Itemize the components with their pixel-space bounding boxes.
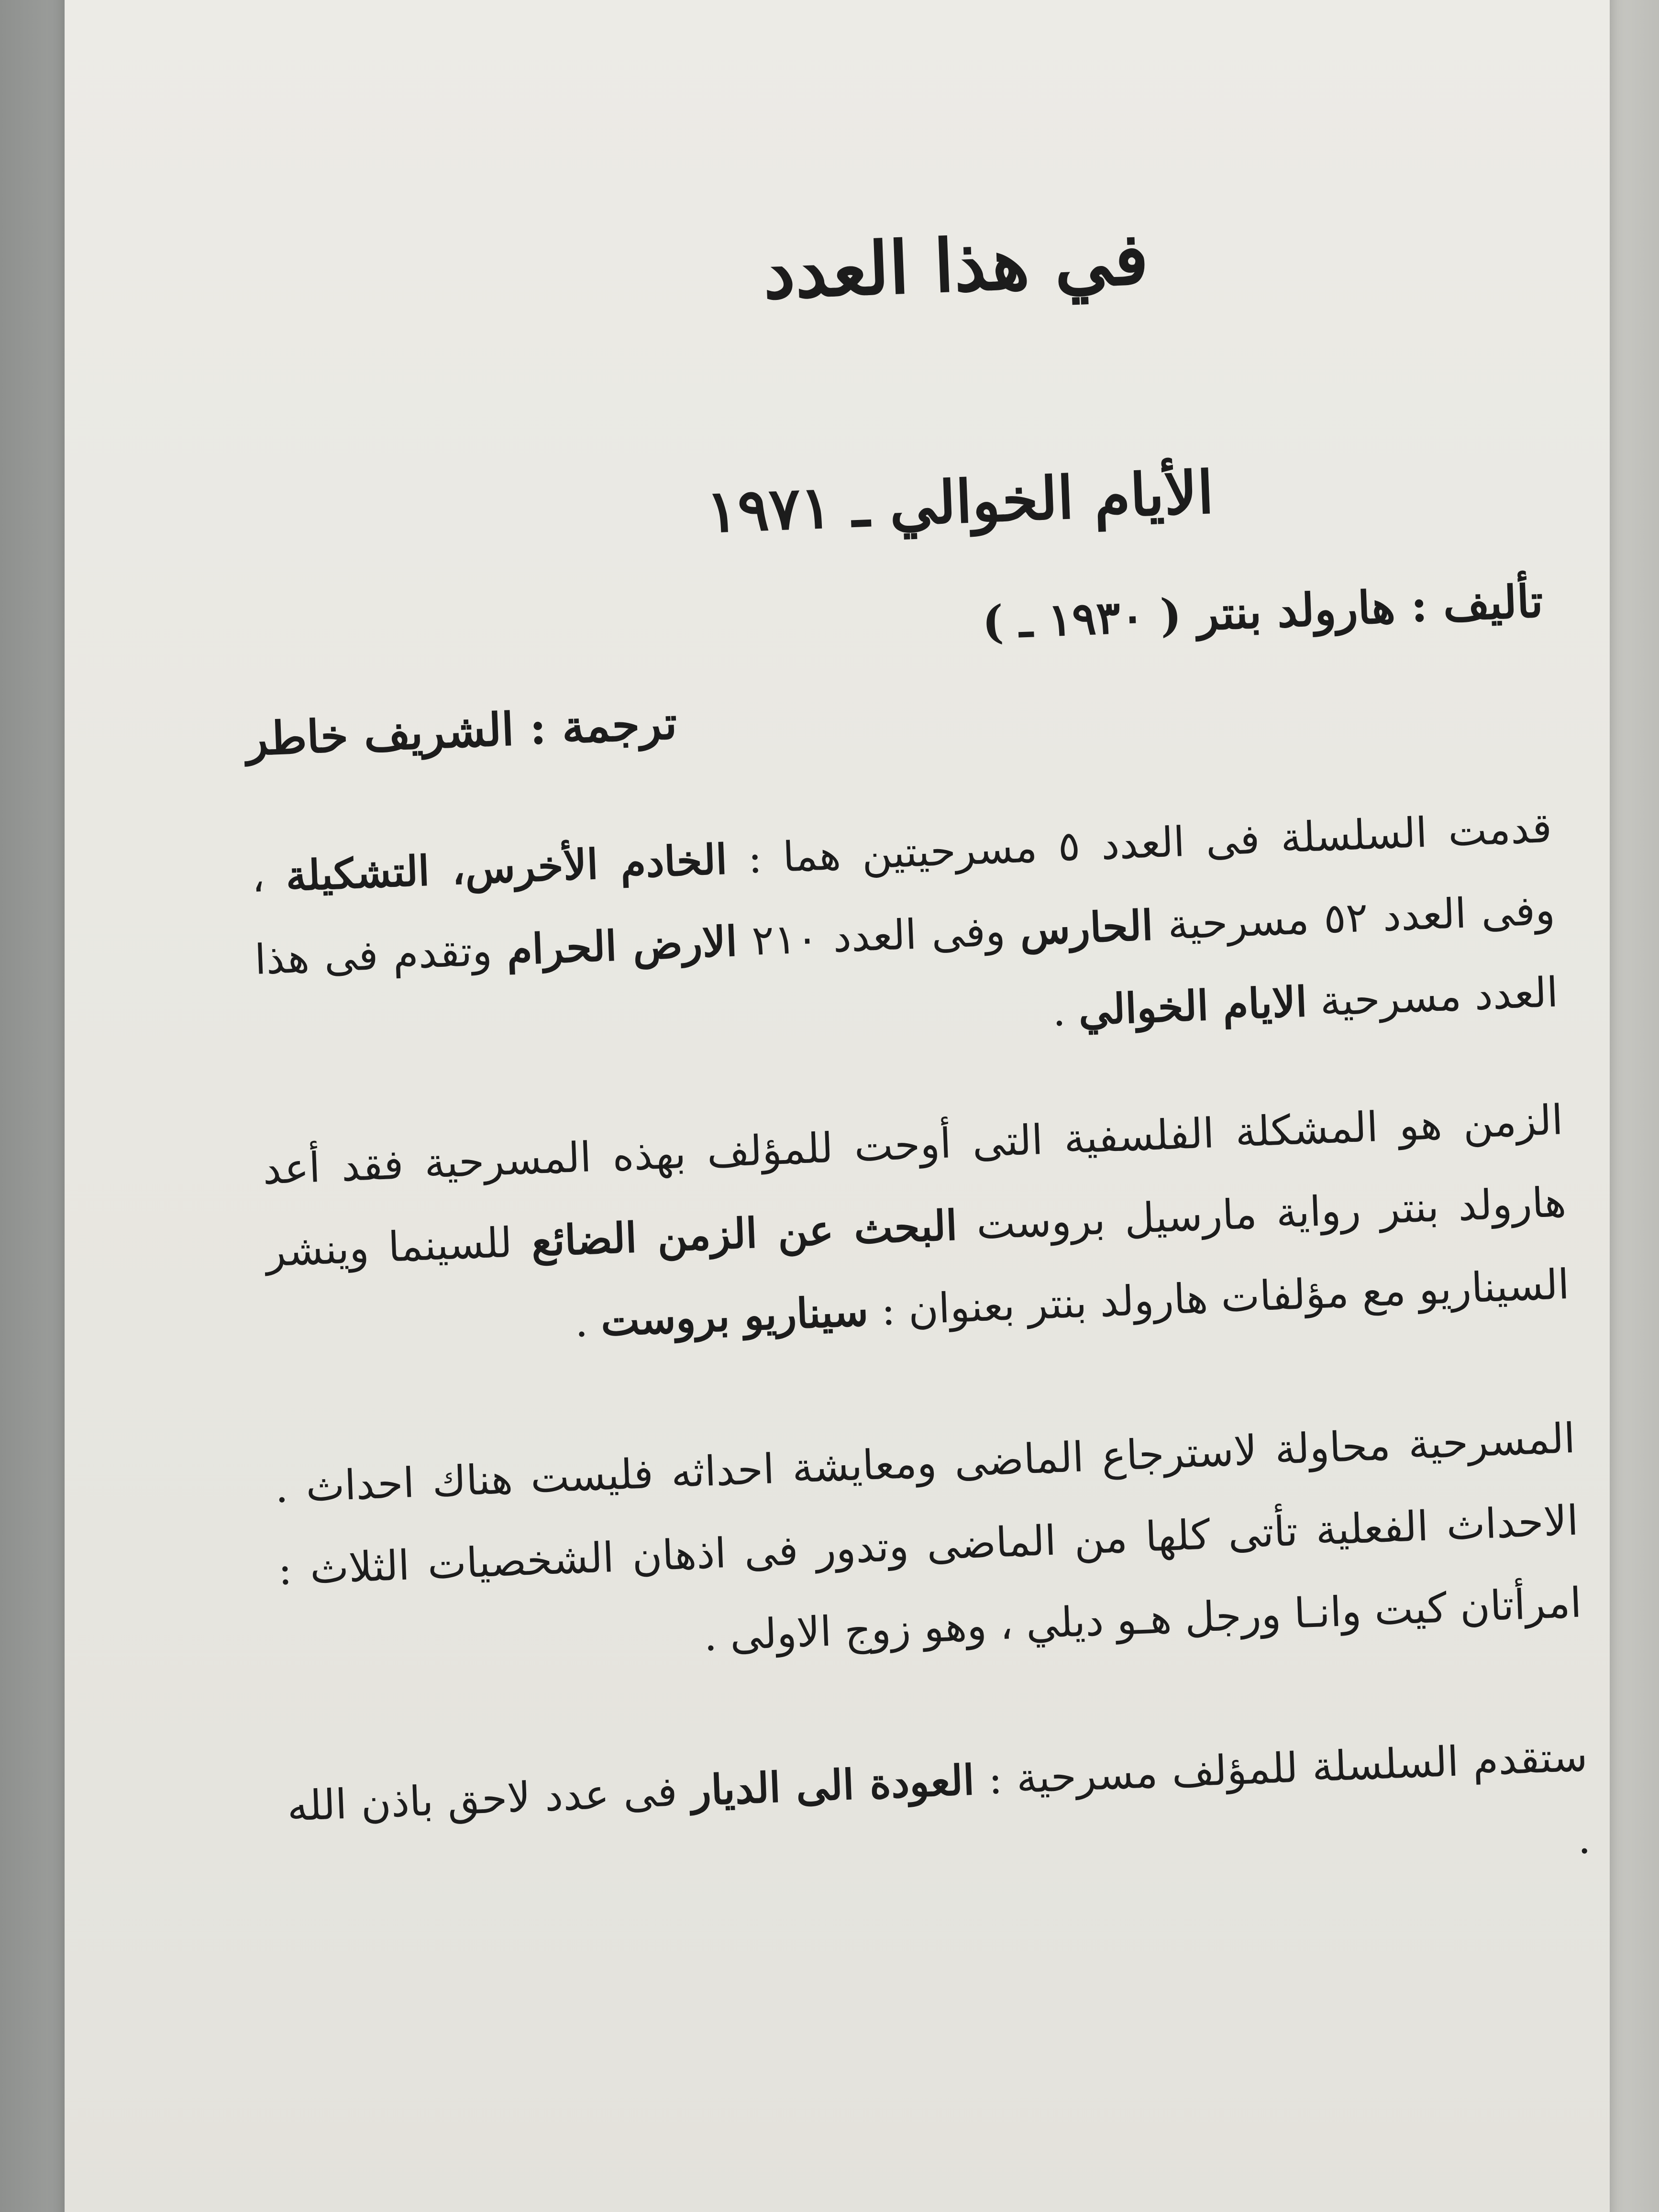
paragraph-text: وفى العدد ٢١٠: [736, 907, 1021, 966]
play-name: الخادم الأخرس، التشكيلة: [285, 835, 728, 901]
play-name: العودة الى الديار: [690, 1756, 975, 1815]
paragraph-upcoming-issue: [286, 1716, 1592, 1930]
paragraph-text: .: [574, 1298, 602, 1347]
paragraph-text: .: [1051, 987, 1080, 1036]
paragraph-text: ستقدم السلسلة للمؤلف مسرحية :: [973, 1733, 1589, 1804]
paragraph-text: الزمن هو المشكلة الفلسفية التى أوحت للمؤلف بهذه المسرحية فقد أعد هارولد بنتر رواية مارسيل بروست: [262, 1096, 1567, 1250]
credits-block: [241, 557, 1548, 784]
work-name: سيناريو بروست: [600, 1287, 870, 1346]
paragraph-text: للسينما وينشر السيناريو مع مؤلفات هارولد بنتر بعنوان :: [265, 1218, 1571, 1336]
translator-credit: ترجمة : الشريف خاطر: [245, 697, 678, 766]
play-name: الارض الحرام: [506, 917, 738, 975]
play-name: الحارس: [1019, 901, 1154, 955]
paragraph-text: ، وفى العدد ٥٢ مسرحية: [250, 852, 1556, 950]
paragraph-play-summary: [274, 1397, 1583, 1694]
paragraph-text: قدمت السلسلة فى العدد ٥ مسرحيتين هما :: [726, 804, 1553, 884]
play-name: الايام الخوالي: [1077, 978, 1308, 1035]
page-content: [219, 0, 1592, 1930]
play-title: الأيام الخوالي ـ ١٩٧١: [705, 457, 1215, 546]
work-name: البحث عن الزمن الضائع: [530, 1201, 958, 1266]
author-credit: تأليف : هارولد بنتر ( ١٩٣٠ ـ ): [981, 575, 1544, 650]
paragraph-previous-issues: [250, 787, 1560, 1084]
paragraph-text: فى عدد لاحق باذن الله .: [286, 1767, 1592, 1864]
paragraph-time-theme: [261, 1079, 1571, 1376]
section-heading: في هذا العدد: [761, 216, 1150, 316]
paragraph-text: وتقدم فى هذا العدد مسرحية: [254, 927, 1559, 1026]
book-page: [65, 0, 1610, 2212]
paragraph-text: المسرحية محاولة لاسترجاع الماضى ومعايشة احداثه فليست هناك احداث . الاحداث الفعلية تأتى كلها من الماضى وتدور فى اذهان الشخصيات الثلاث : امرأتان كيت وانـا ورجل هـو ديلي ، وهو زوج الاولى .: [274, 1415, 1582, 1661]
